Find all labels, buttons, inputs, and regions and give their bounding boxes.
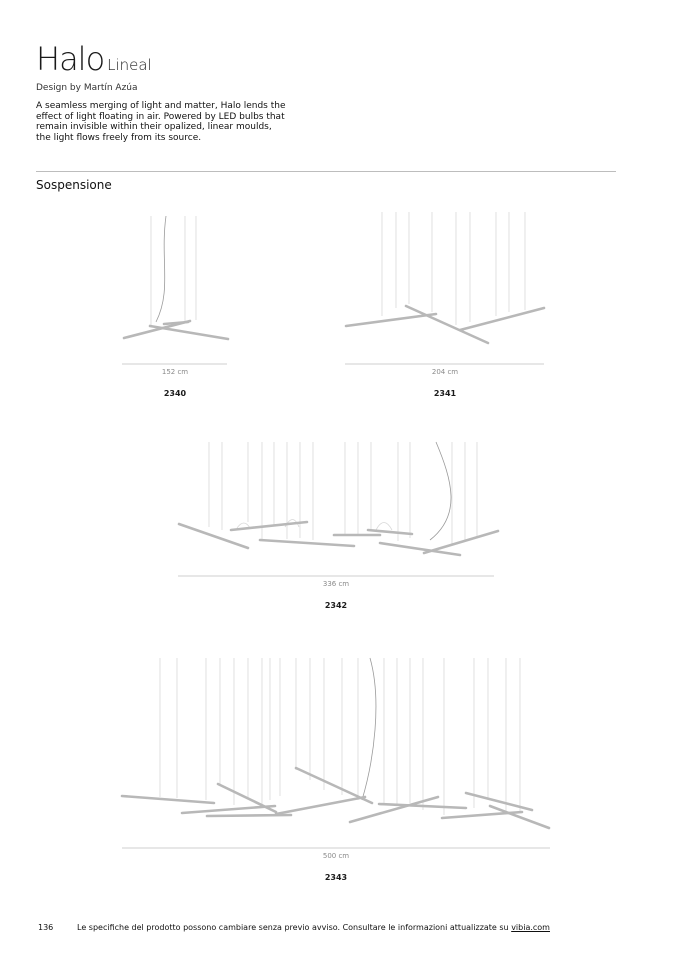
dimension-label-2341: 204 cm xyxy=(431,368,459,376)
dimension-label-2342: 336 cm xyxy=(322,580,350,588)
lamp-2342-drawing xyxy=(209,442,477,545)
dimension-label-2343: 500 cm xyxy=(322,852,350,860)
footer-note-text: Le specifiche del prodotto possono cambiare senza previo avviso. Consultare le informazioni attualizzate su xyxy=(77,923,509,932)
page-number: 136 xyxy=(38,923,54,932)
vibia-link[interactable]: vibia.com xyxy=(511,923,550,932)
dimension-label-2340: 152 cm xyxy=(161,368,189,376)
lamp-2341-drawing xyxy=(382,212,525,325)
title-sub: Lineal xyxy=(107,56,152,74)
product-description: A seamless merging of light and matter, Halo lends the effect of light floating in air. Powered by LED bulbs that remain invisible within their opalized, linear moulds, the light flows freely from its source. xyxy=(36,101,286,143)
lamp-2343-drawing xyxy=(160,658,520,815)
footer-note xyxy=(77,923,550,932)
product-code-2341: 2341 xyxy=(433,389,457,398)
product-code-2340: 2340 xyxy=(163,389,187,398)
product-code-2343: 2343 xyxy=(324,873,348,882)
product-code-2342: 2342 xyxy=(324,601,348,610)
designer-credit: Design by Martín Azúa xyxy=(36,83,138,93)
section-title: Sospensione xyxy=(36,178,112,192)
title-main: Halo xyxy=(36,40,105,78)
lamp-2340-drawing xyxy=(151,216,196,325)
